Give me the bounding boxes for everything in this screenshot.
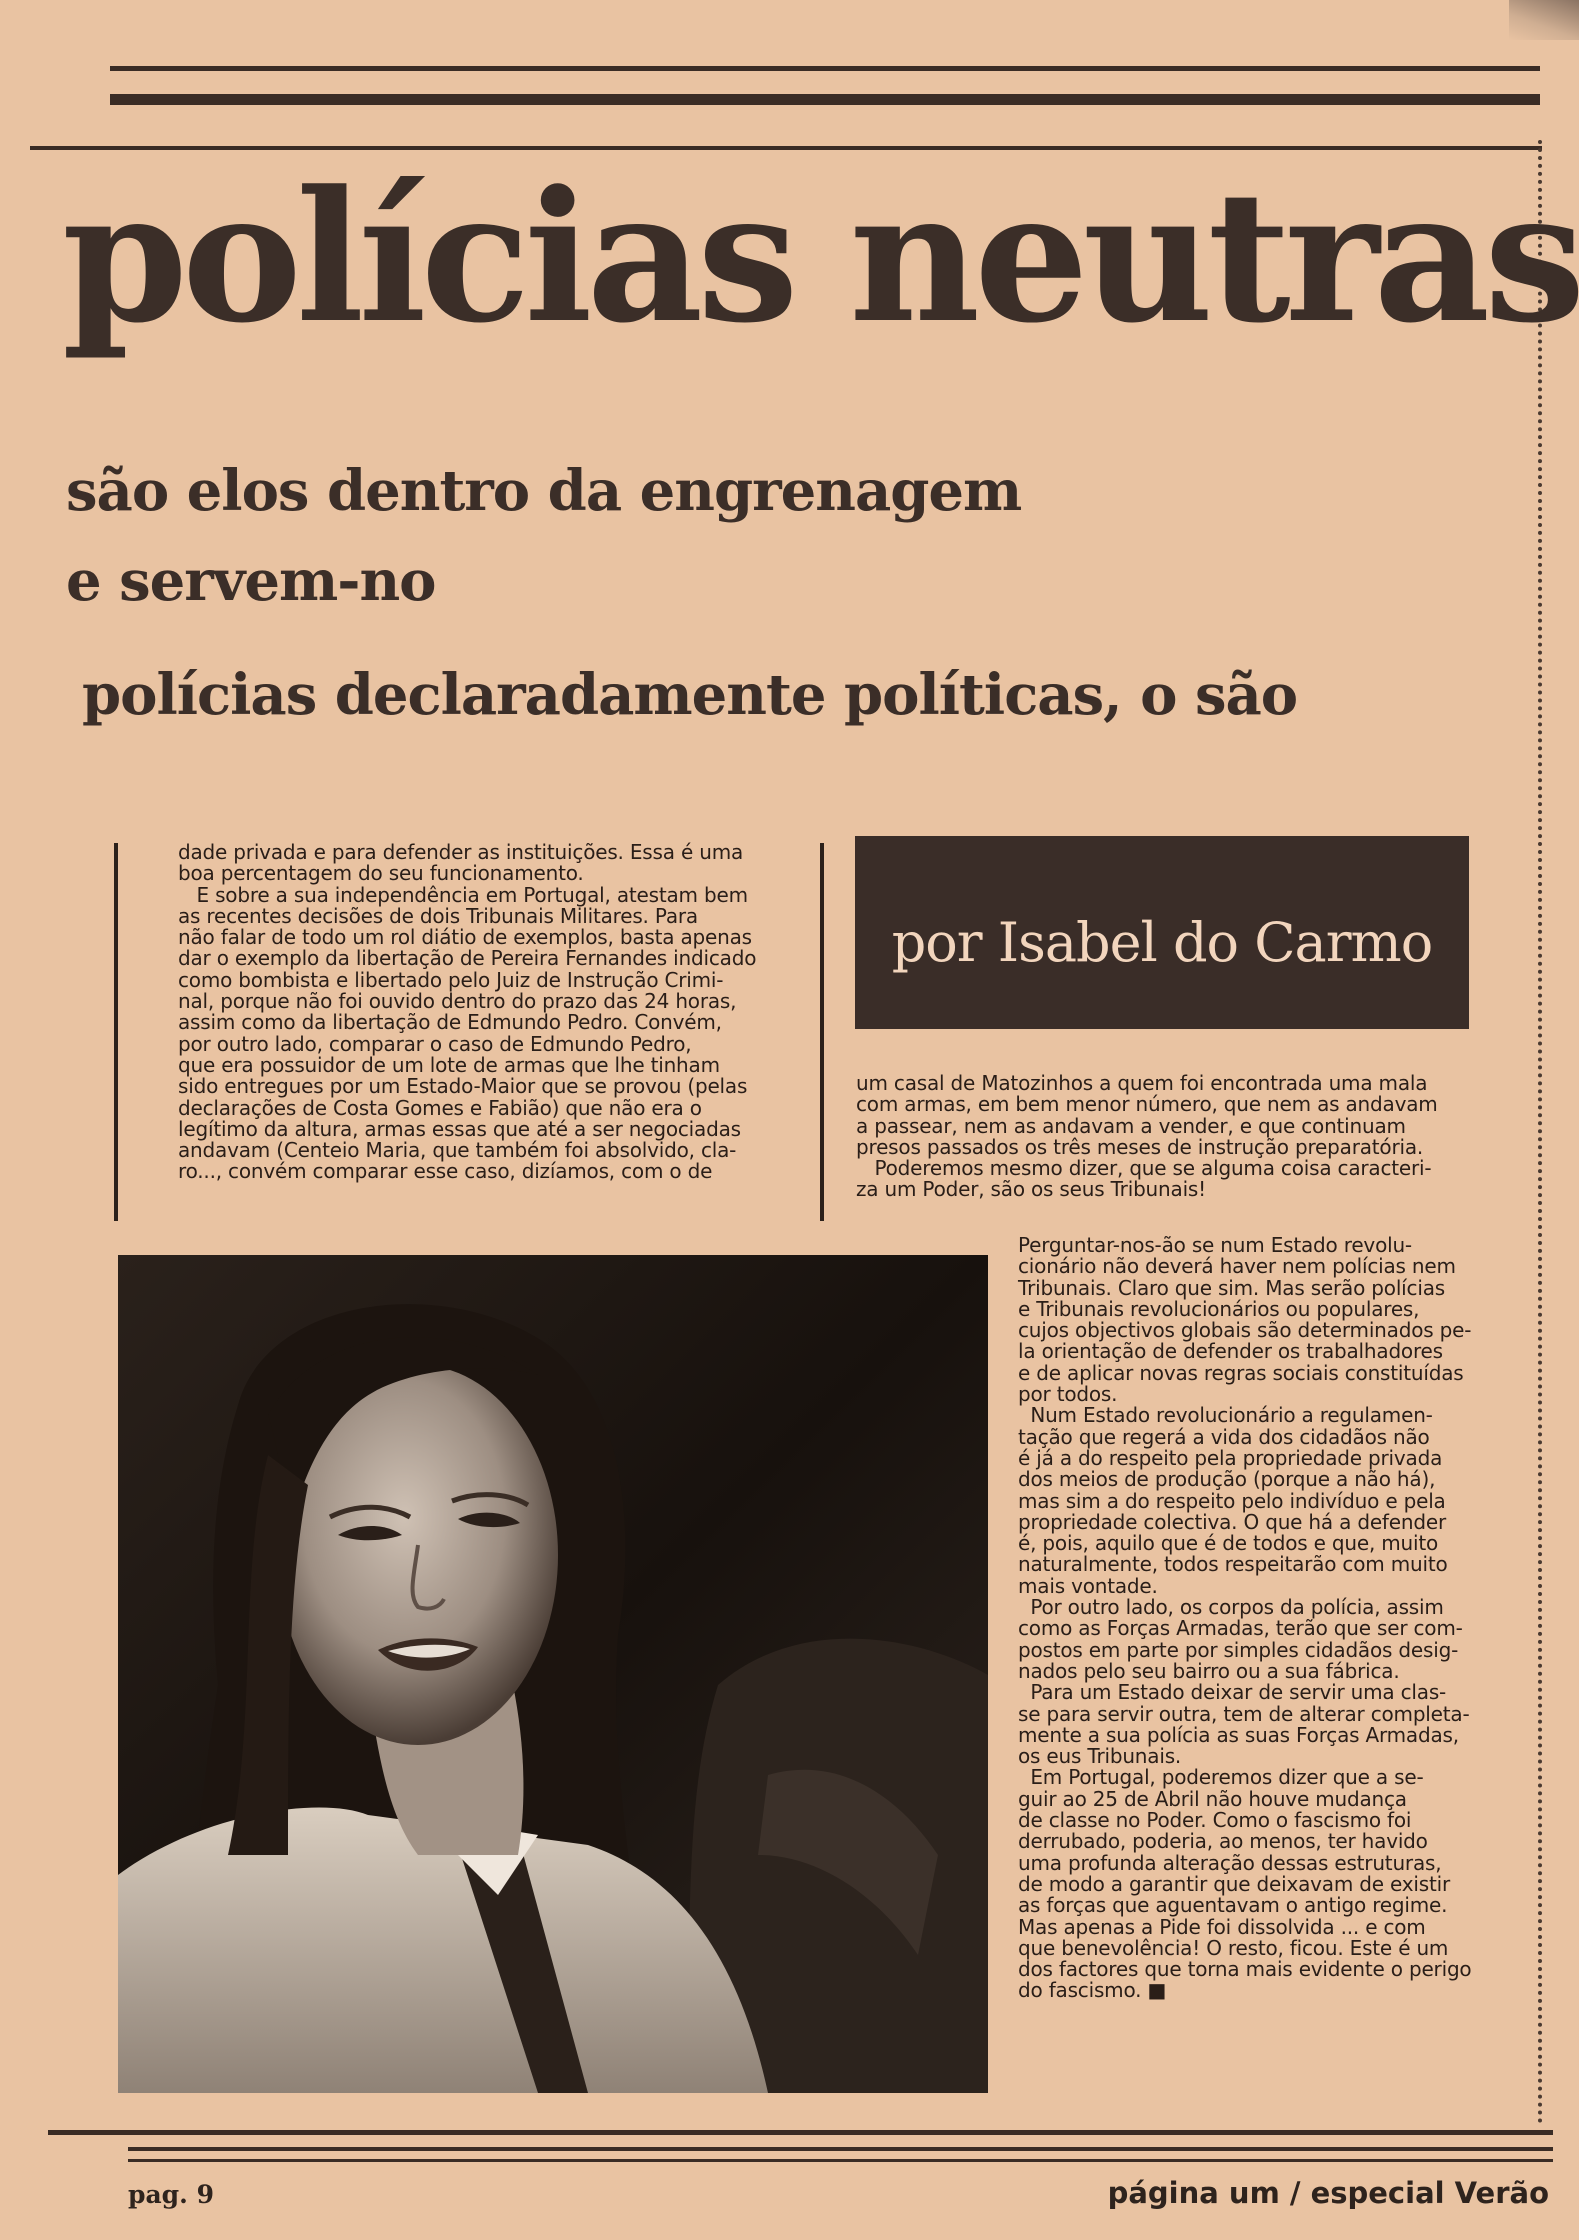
author-photo-illustration: [118, 1255, 988, 2093]
bottom-rule-3: [128, 2159, 1553, 2162]
byline-box: [855, 836, 1469, 1029]
frame-right-dotted-rule: [1538, 140, 1542, 2125]
column-mid-bar: [820, 843, 824, 1221]
bottom-rule-2: [128, 2147, 1553, 2151]
article-column-right: Perguntar-nos-ão se num Estado revolu- cionário não deverá haver nem polícias nem Tribunais. Claro que sim. Mas serão polícias e Tribunais revolucionários ou populares, cujos objectivos globais são determinados pe- la orientação de defender os trabalhadores e de aplicar novas regras sociais constituídas por todos. Num Estado revolucionário a regulamen- tação que regerá a vida dos cidadãos não é já a do respeito pela propriedade privada dos meios de produção (porque a não há), mas sim a do respeito pelo indivíduo e pela propriedade colectiva. O que há a defender é, pois, aquilo que é de todos e que, muito naturalmente, todos respeitarão com muito mais vontade. Por outro lado, os corpos da polícia, assim como as Forças Armadas, terão que ser com- postos em parte por simples cidadãos desig- nados pelo seu bairro ou a sua fábrica. Para um Estado deixar de servir uma clas- se para servir outra, tem de alterar completa- mente a sua polícia as suas Forças Armadas, os eus Tribunais. Em Portugal, poderemos dizer que a se- guir ao 25 de Abril não houve mudança de classe no Poder. Como o fascismo foi derrubado, poderia, ao menos, ter havido uma profunda alteração dessas estruturas, de modo a garantir que deixavam de existir as forças que aguentavam o antigo regime. Mas apenas a Pide foi dissolvida ... e com que benevolência! O resto, ficou. Este é um dos factores que torna mais evidente o perigo do fascismo. ■: [1018, 1233, 1472, 2003]
page-number: pag. 9: [128, 2180, 214, 2209]
publication-name: página um / especial Verão: [1107, 2176, 1549, 2210]
subhead-2: e servem-no: [66, 548, 436, 614]
top-rule-thin: [110, 66, 1540, 71]
bottom-rule-1: [48, 2130, 1553, 2135]
article-column-mid: um casal de Matozinhos a quem foi encontrada uma mala com armas, em bem menor número, que nem as andavam a passear, nem as andavam a vender, e que continuam presos passados os três meses de instrução preparatória. Poderemos mesmo dizer, que se alguma coisa caracteri- za um Poder, são os seus Tribunais!: [856, 1071, 1438, 1202]
headline: polícias neutras: [62, 152, 1579, 363]
subhead-1: são elos dentro da engrenagem: [66, 458, 1022, 524]
author-photo: [118, 1255, 988, 2093]
frame-top-rule: [30, 146, 1542, 150]
top-rule-thick: [110, 94, 1540, 105]
article-column-left: dade privada e para defender as instituições. Essa é uma boa percentagem do seu funcionamento. E sobre a sua independência em Portugal, atestam bem as recentes decisões de dois Tribunais Militares. Para não falar de todo um rol diátio de exemplos, basta apenas dar o exemplo da libertação de Pereira Fernandes indicado como bombista e libertado pelo Juiz de Instrução Crimi- nal, porque não foi ouvido dentro do prazo das 24 horas, assim como da libertação de Edmundo Pedro. Convém, por outro lado, comparar o caso de Edmundo Pedro, que era possuidor de um lote de armas que lhe tinham sido entregues por um Estado-Maior que se provou (pelas declarações de Costa Gomes e Fabião) que não era o legítimo da altura, armas essas que até a ser negociadas andavam (Centeio Maria, que também foi absolvido, cla- ro..., convém comparar esse caso, dizíamos, com o de: [178, 840, 757, 1184]
page-corner-shadow: [1509, 0, 1579, 40]
column-left-bar: [114, 843, 118, 1221]
subhead-3: polícias declaradamente políticas, o são: [82, 662, 1298, 728]
byline: por Isabel do Carmo: [891, 911, 1433, 974]
